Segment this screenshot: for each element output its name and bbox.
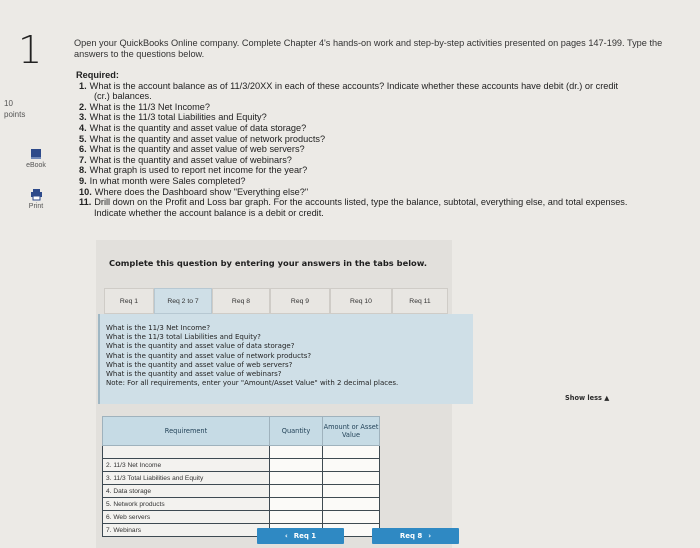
item-number: 2. [79,101,87,112]
table-row [103,498,380,511]
question-number: 1 [18,28,43,72]
item-number: 3. [79,112,87,123]
item-text: In what month were Sales completed? [89,175,246,186]
tab-req-1[interactable]: Req 1 [104,288,154,314]
tab-question-line: What is the 11/3 total Liabilities and Equity? [106,333,261,342]
tab-req-2-to-7[interactable]: Req 2 to 7 [154,288,212,314]
item-number: 11. [79,197,92,208]
show-less-link[interactable] [565,394,609,402]
chevron-left-icon: ‹ [284,532,288,540]
next-req-label: Req 8 [399,532,423,540]
item-number: 9. [79,175,87,186]
item-number: 7. [79,154,87,165]
item-text: Drill down on the Profit and Loss bar graph. For the accounts listed, type the balance, subtotal, everything else, and total expenses. [94,197,628,208]
item-continuation: (cr.) balances. [94,91,152,102]
requirement-cell: 4. Data storage [103,485,270,498]
item-text: What is the 11/3 Net Income? [89,101,211,112]
tab-question-note: Note: For all requirements, enter your "Amount/Asset Value" with 2 decimal places. [106,379,399,388]
tab-question-text [106,324,466,388]
required-item [76,134,676,145]
required-item [76,112,676,123]
amount-input[interactable] [323,485,380,498]
required-section [76,70,676,218]
prev-req-label: Req 1 [293,532,317,540]
points-indicator [4,98,25,120]
prev-req-button[interactable] [257,528,344,544]
item-text: What is the quantity and asset value of data storage? [89,122,307,133]
required-item [76,197,676,218]
quantity-input[interactable] [270,498,323,511]
item-text: What is the 11/3 total Liabilities and Equity? [89,112,267,123]
tab-req-8[interactable]: Req 8 [212,288,270,314]
tab-req-10[interactable]: Req 10 [330,288,392,314]
required-list [76,81,676,219]
item-number: 10. [79,186,92,197]
ebook-label: eBook [26,162,46,169]
item-text: What is the account balance as of 11/3/20XX in each of these accounts? Indicate whether these accounts have debit (dr.) or credit [89,80,619,91]
tab-req-11[interactable]: Req 11 [392,288,448,314]
required-item [76,165,676,176]
quantity-input[interactable] [270,446,323,459]
amount-input[interactable] [323,498,380,511]
tab-req-9[interactable]: Req 9 [270,288,330,314]
requirement-cell: 2. 11/3 Net Income [103,459,270,472]
points-value: 10 [4,99,13,108]
item-number: 4. [79,122,87,133]
header-quantity: Quantity [270,417,323,446]
item-text: What graph is used to report net income for the year? [89,165,308,176]
item-continuation: Indicate whether the account balance is a debit or credit. [94,207,324,218]
required-item [76,155,676,166]
table-row [103,511,380,524]
item-text: Where does the Dashboard show "Everything else?" [94,186,309,197]
table-row [103,485,380,498]
tab-question-line: What is the quantity and asset value of network products? [106,351,312,360]
item-text: What is the quantity and asset value of network products? [89,133,326,144]
table-row [103,446,380,459]
table-row [103,472,380,485]
amount-input[interactable] [323,472,380,485]
required-item [76,144,676,155]
requirement-cell: 3. 11/3 Total Liabilities and Equity [103,472,270,485]
quantity-input[interactable] [270,511,323,524]
required-title: Required: [76,70,119,80]
amount-input[interactable] [323,446,380,459]
header-requirement: Requirement [103,417,270,446]
item-number: 8. [79,165,87,176]
tab-question-line: What is the quantity and asset value of data storage? [106,342,295,351]
amount-input[interactable] [323,459,380,472]
table-header-row [103,417,380,446]
table-row [103,459,380,472]
item-text: What is the quantity and asset value of webinars? [89,154,292,165]
header-amount: Amount or Asset Value [323,417,380,446]
print-button[interactable] [18,188,54,210]
ebook-icon [30,148,42,160]
quantity-input[interactable] [270,472,323,485]
required-item [76,123,676,134]
points-label: points [4,110,26,119]
next-req-button[interactable] [372,528,459,544]
requirement-cell: 5. Network products [103,498,270,511]
answer-table [102,416,380,537]
requirement-cell [103,446,270,459]
required-item [76,81,676,102]
required-item [76,102,676,113]
quantity-input[interactable] [270,485,323,498]
print-label: Print [28,203,44,210]
tab-question-line: What is the 11/3 Net Income? [106,324,211,332]
amount-input[interactable] [323,511,380,524]
requirement-cell: 7. Webinars [103,524,270,537]
tab-question-line: What is the quantity and asset value of web servers? [106,360,293,369]
item-number: 1. [79,80,87,91]
quantity-input[interactable] [270,459,323,472]
caret-up-icon: ▲ [604,394,610,402]
chevron-right-icon: › [428,532,432,540]
required-item [76,176,676,187]
requirement-cell: 6. Web servers [103,511,270,524]
tab-question-line: What is the quantity and asset value of webinars? [106,370,282,379]
ebook-button[interactable] [18,148,54,169]
printer-icon [30,188,43,201]
required-item [76,187,676,198]
item-number: 5. [79,133,87,144]
panel-heading: Complete this question by entering your answers in the tabs below. [109,258,428,268]
item-number: 6. [79,144,87,155]
item-text: What is the quantity and asset value of web servers? [89,144,305,155]
question-intro: Open your QuickBooks Online company. Complete Chapter 4's hands-on work and step-by-step activities presented on pages 147-199. Type the answers to the questions below. [74,38,663,59]
show-less-label: Show less [565,394,602,402]
